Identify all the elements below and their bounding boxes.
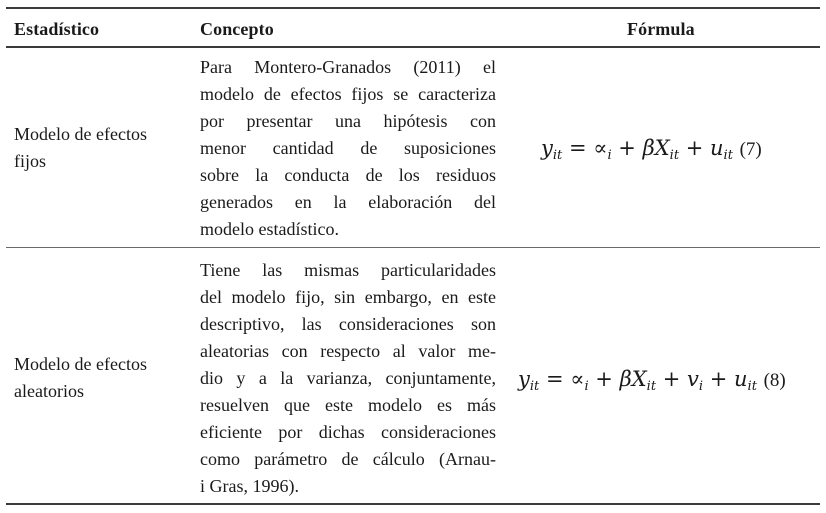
row1-concept-line: modelo de efectos fijos se caracteriza bbox=[200, 84, 496, 104]
row2-concept-line: eficiente por dichas consideraciones bbox=[200, 422, 496, 442]
row1-formula-number: (7) bbox=[739, 139, 762, 160]
row1-concept-line: generados en la elaboración del bbox=[200, 192, 496, 212]
row1-formula: $y_{it} = \propto_i + \beta X_{it} + u_{it}$ (7) bbox=[541, 136, 762, 163]
row2-formula-number: (8) bbox=[763, 370, 786, 391]
row2-concept-line: descriptivo, las consideraciones son bbox=[200, 314, 496, 334]
header-concept: Concepto bbox=[200, 19, 274, 39]
row1-statistic-line2: fijos bbox=[14, 151, 47, 171]
row2-concept bbox=[200, 257, 496, 500]
row1-concept-line: por presentar una hipótesis con bbox=[200, 111, 496, 131]
row1-statistic bbox=[14, 121, 147, 175]
row2-statistic bbox=[14, 351, 147, 405]
header-rule bbox=[6, 46, 820, 48]
row2-formula: $y_{it} = \propto_i + \beta X_{it} + v_i + u_{it}$ (8) bbox=[518, 367, 786, 394]
row1-concept-line: Para Montero-Granados (2011) el bbox=[200, 57, 496, 77]
row1-concept bbox=[200, 54, 496, 243]
bottom-rule bbox=[6, 503, 820, 505]
row1-concept-line: menor cantidad de suposiciones bbox=[200, 138, 496, 158]
row-divider bbox=[6, 247, 820, 248]
row2-concept-line: Tiene las mismas particularidades bbox=[200, 260, 496, 280]
row1-statistic-line1: Modelo de efectos bbox=[14, 124, 147, 144]
row2-concept-line: del modelo fijo, sin embargo, en este bbox=[200, 287, 496, 307]
row2-statistic-line2: aleatorios bbox=[14, 381, 84, 401]
row2-concept-line: dio y a la varianza, conjuntamente, bbox=[200, 368, 496, 388]
top-rule bbox=[6, 7, 820, 9]
row2-concept-line: como parámetro de cálculo (Arnau- bbox=[200, 449, 496, 469]
header-formula: Fórmula bbox=[627, 19, 695, 39]
header-statistic: Estadístico bbox=[14, 19, 100, 39]
row2-concept-line: aleatorias con respecto al valor me- bbox=[200, 341, 496, 361]
row2-concept-line: resuelven que este modelo es más bbox=[200, 395, 496, 415]
row2-concept-line: i Gras, 1996). bbox=[200, 476, 299, 496]
row1-concept-line: modelo estadístico. bbox=[200, 219, 339, 239]
row2-statistic-line1: Modelo de efectos bbox=[14, 354, 147, 374]
row1-concept-line: sobre la conducta de los residuos bbox=[200, 165, 496, 185]
